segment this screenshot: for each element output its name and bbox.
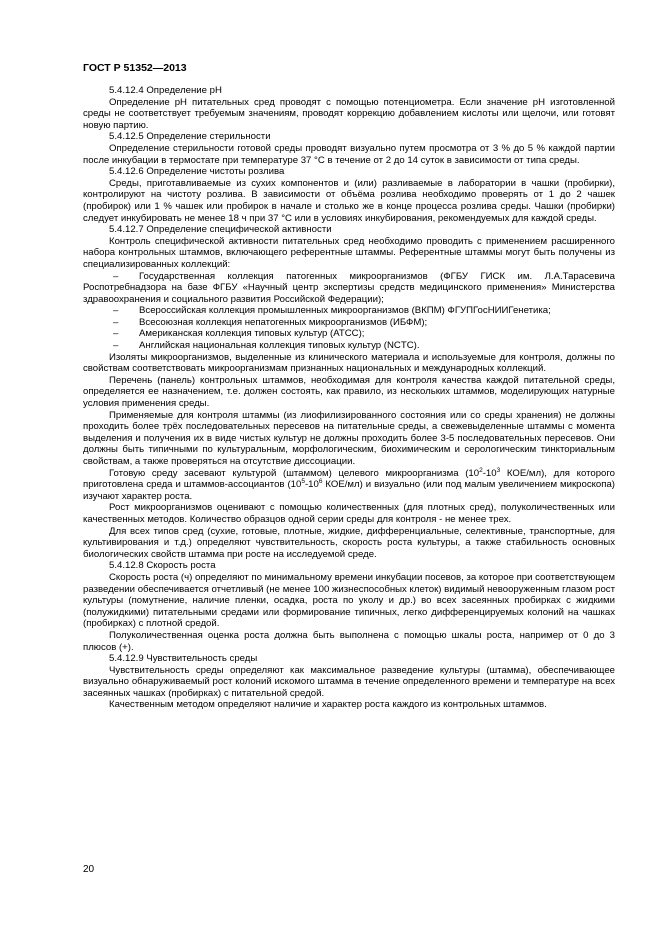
section-heading: 5.4.12.9 Чувствительность среды bbox=[109, 653, 258, 665]
paragraph: Изоляты микроорганизмов, выделенные из клинического материала и используемые для контроля, должны по свойствам соответствовать микроорганизмам признанных национальных и международных коллекций. bbox=[83, 351, 615, 375]
paragraph: Рост микроорганизмов оценивают с помощью количественных (для плотных сред), полуколичественных или качественных методов. Количество образцов одной серии среды для контроля - не менее трех. bbox=[83, 502, 615, 525]
paragraph: Чувствительность среды определяют как максимальное разведение культуры (штамма), обеспечивающее визуально обнаруживаемый рост колоний искомого штамма в течение определенного времени и температуре на всех засеянных чашках (пробирках) с питательной средой. bbox=[83, 664, 615, 699]
dash-marker: – bbox=[113, 270, 119, 282]
paragraph: Контроль специфической активности питательных сред необходимо проводить с применением расширенного набора контрольных штаммов, включающего референтные штаммы. Референтные штаммы могут быть получены из специализированных коллекций: bbox=[83, 235, 615, 270]
paragraph: Определение рН питательных сред проводят с помощью потенциометра. Если значение рН изготовленной среды не соответствует требуемым значениям, проводят коррекцию добавлением кислоты или щелочи, или готовят новую партию. bbox=[83, 96, 615, 131]
list-item: – Американская коллекция типовых культур (АТСС); bbox=[113, 328, 365, 340]
list-item: – Государственная коллекция патогенных микроорганизмов (ФГБУ ГИСК им. Л.А.Тарасевича Роспотребнадзора на базе ФГБУ «Научный центр экспертизы средств медицинского применения» Министерства здравоохранения и социального развития Российской Федерации); bbox=[83, 270, 615, 305]
paragraph: Скорость роста (ч) определяют по минимальному времени инкубации посевов, за которое при соответствующем разведении обеспечивается отчетливый (не менее 100 жизнеспособных клеток) видимый невооруженным глазом рост культуры (помутнение, наличие пленки, осадка, роста по уколу и др.) во всех засеянных пробирках с жидкими (полужидкими) питательными средами или формирование типичных, легко дифференцируемых колоний на чашках (пробирках) с плотной средой. bbox=[83, 571, 615, 630]
section-heading: 5.4.12.4 Определение рН bbox=[109, 85, 222, 96]
dash-marker: – bbox=[113, 305, 119, 317]
paragraph: Качественным методом определяют наличие и характер роста каждого из контрольных штаммов. bbox=[109, 699, 547, 711]
paragraph: Готовую среду засевают культурой (штаммом) целевого микроорганизма ($10^2-10^3$ КОЕ/мл), для которого приготовлена среда и штаммов-ассоциантов ($10^5-10^6$ КОЕ/мл) и визуально (или под малым увеличением микроскопа) изучают характер роста. bbox=[83, 466, 616, 502]
paragraph: Перечень (панель) контрольных штаммов, необходимая для контроля качества каждой питательной среды, определяется ее назначением, т.е. должен состоять, как правило, из нескольких штаммов, моделирующих натурные условия применения среды. bbox=[83, 374, 615, 410]
list-item: – Всероссийская коллекция промышленных микроорганизмов (ВКПМ) ФГУПГосНИИГенетика; bbox=[113, 305, 551, 317]
paragraph: Для всех типов сред (сухие, готовые, плотные, жидкие, дифференциальные, селективные, транспортные, для культивирования и т.д.) определяют чувствительность, скорость роста культуры, а также стабильность основных биологических свойств штамма при росте на исследуемой среде. bbox=[83, 525, 615, 560]
list-item: – Всесоюзная коллекция непатогенных микроорганизмов (ИБФМ); bbox=[113, 316, 428, 328]
paragraph: Полуколичественная оценка роста должна быть выполнена с помощью шкалы роста, например от 0 до 3 плюсов (+). bbox=[83, 629, 615, 653]
dash-marker: – bbox=[113, 340, 119, 352]
paragraph: Определение стерильности готовой среды проводят визуально путем просмотра от 3 % до 5 % каждой партии после инкубации в термостате при температуре 37 °С в течение от 2 до 14 суток в зависимости от типа среды. bbox=[83, 142, 615, 166]
list-item: – Английская национальная коллекция типовых культур (NCTC). bbox=[113, 340, 420, 352]
section-heading: 5.4.12.6 Определение чистоты розлива bbox=[109, 166, 285, 178]
standard-code: ГОСТ Р 51352—2013 bbox=[83, 62, 187, 74]
paragraph: Среды, приготавливаемые из сухих компонентов и (или) разливаемые в лаборатории в чашки (пробирки), контролируют на чистоту розлива. В зависимости от объёма розлива необходимо проверять от 1 до 2 чашек (пробирок) или 1 % чашек или пробирок в начале и столько же в конце процесса розлива среды. Чашки (пробирки) следует инкубировать не менее 18 ч при 37 °С или в условиях инкубирования, рекомендуемых для каждой среды. bbox=[83, 177, 615, 224]
section-heading: 5.4.12.5 Определение стерильности bbox=[109, 131, 271, 143]
page-number: 20 bbox=[83, 864, 95, 875]
dash-marker: – bbox=[113, 316, 119, 328]
section-heading: 5.4.12.7 Определение специфической активности bbox=[109, 224, 332, 236]
dash-marker: – bbox=[113, 328, 119, 340]
document-body bbox=[83, 85, 615, 711]
paragraph: Применяемые для контроля штаммы (из лиофилизированного состояния или со среды хранения) не должны проходить более трёх последовательных пересевов на питательные среды, а свежевыделенные штаммы с момента выделения и получения их в виде чистых культур не должны проходить более 3-5 последовательных пересевов. Они должны быть типичными по культуральным, морфологическим, биохимическим и серологическим тинкториальным свойствам, а также проверяться на отсутствие диссоциации. bbox=[83, 409, 615, 467]
section-heading: 5.4.12.8 Скорость роста bbox=[109, 560, 216, 572]
